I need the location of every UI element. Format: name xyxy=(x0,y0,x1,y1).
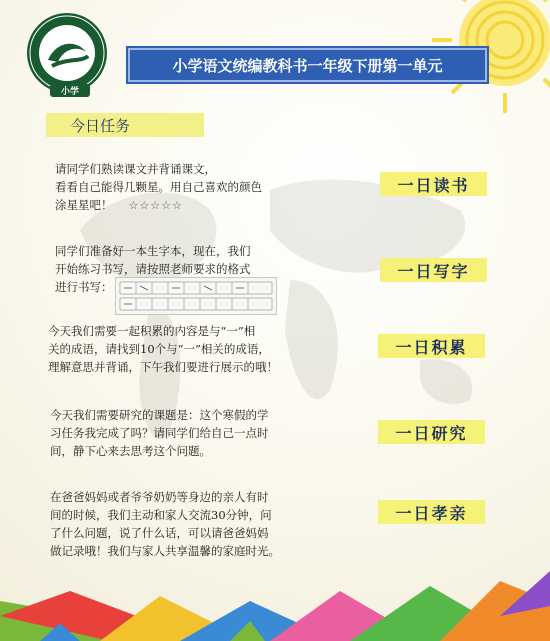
tag-daily-filial-piety: 一日孝亲 xyxy=(378,500,485,524)
text-line: 开始练习书写，请按照老师要求的格式 xyxy=(55,262,251,276)
tag-daily-writing: 一日写字 xyxy=(380,258,487,282)
task-reading-text xyxy=(55,160,262,215)
task-accumulation-text xyxy=(48,322,278,376)
text-line: 理解意思并背诵，下午我们要进行展示的哦！ xyxy=(48,360,278,374)
copybook-image xyxy=(115,277,277,315)
page-title: 小学语文统编教科书一年级下册第一单元 xyxy=(128,48,487,82)
text-line: 关的成语，请找到10个与“一”相关的成语， xyxy=(48,342,270,356)
logo-caption: 小学 xyxy=(50,84,90,97)
text-line: 间的时候，我们主动和家人交流30分钟，问 xyxy=(50,508,272,522)
tag-daily-reading: 一日读书 xyxy=(380,172,487,196)
task-filial-text xyxy=(50,488,280,560)
text-line: 涂星星吧！ ☆☆☆☆☆ xyxy=(55,196,262,215)
star-rating: ☆☆☆☆☆ xyxy=(128,199,183,212)
colorful-ribbon-decoration xyxy=(0,561,550,641)
text-line: 看看自己能得几颗星。用自己喜欢的颜色 xyxy=(55,180,262,194)
text-line: 在爸爸妈妈或者爷爷奶奶等身边的亲人有时 xyxy=(50,490,269,504)
tag-daily-research: 一日研究 xyxy=(378,420,485,444)
text-line: 请同学们熟读课文并背诵课文， xyxy=(55,162,216,176)
text-line: 进行书写： xyxy=(55,280,113,294)
text-line: 了什么问题，说了什么话，可以请爸爸妈妈 xyxy=(50,526,269,540)
text-line: 做记录哦！我们与家人共享温馨的家庭时光。 xyxy=(50,544,280,558)
today-task-label: 今日任务 xyxy=(46,113,204,137)
task-research-text xyxy=(50,406,269,460)
text-line: 同学们准备好一本生字本，现在，我们 xyxy=(55,244,251,258)
text-line: 间，静下心来去思考这个问题。 xyxy=(50,444,211,458)
tag-daily-accumulation: 一日积累 xyxy=(378,334,485,358)
text-line: 今天我们需要一起积累的内容是与“一”相 xyxy=(48,324,256,338)
text-line: 今天我们需要研究的课题是：这个寒假的学 xyxy=(50,408,269,422)
text-line: 习任务我完成了吗？请同学们给自己一点时 xyxy=(50,426,269,440)
